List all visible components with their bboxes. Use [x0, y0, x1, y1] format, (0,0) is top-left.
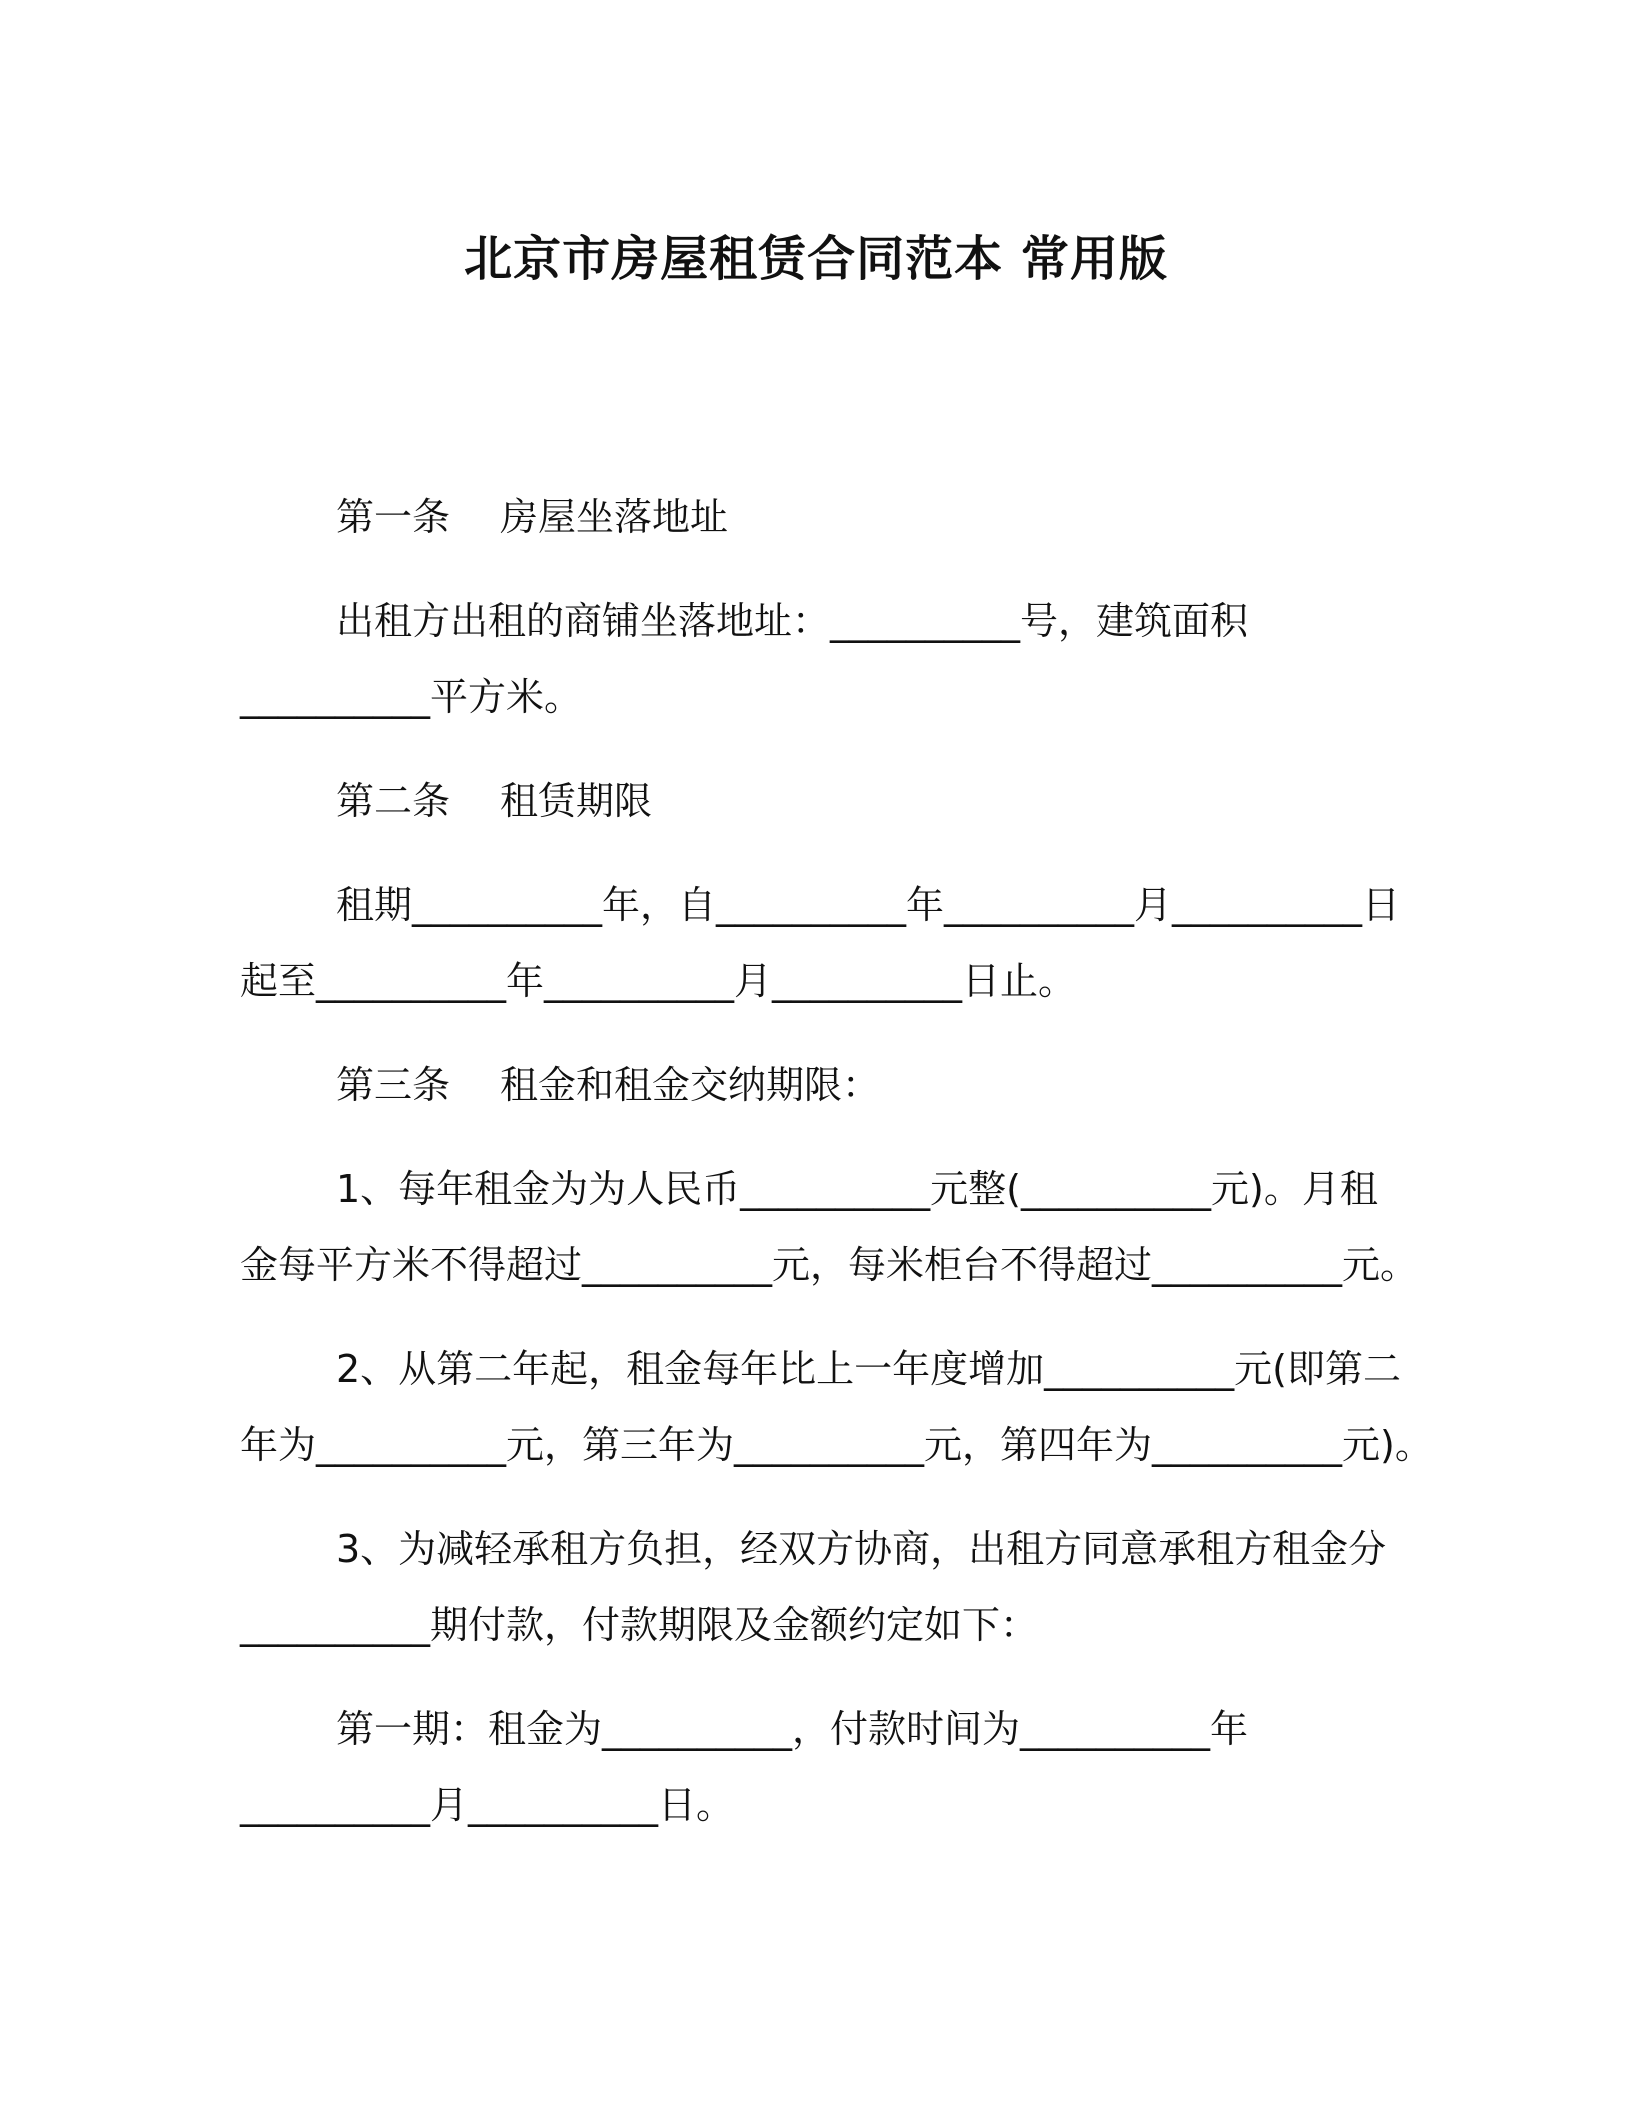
paragraph-line: 金每平方米不得超过__________元，每米柜台不得超过__________元。 — [240, 1243, 1419, 1287]
article-heading-3 — [336, 1060, 880, 1110]
article-heading-1 — [336, 492, 728, 542]
paragraph-line: 第一期：租金为__________，付款时间为__________年 — [336, 1707, 1249, 1751]
paragraph-line: __________平方米。 — [240, 675, 583, 719]
article-heading-2 — [336, 776, 652, 826]
paragraph-line: 出租方出租的商铺坐落地址：__________号，建筑面积 — [336, 599, 1249, 643]
article-title: 房屋坐落地址 — [500, 495, 729, 539]
paragraph-line: 2、从第二年起，租金每年比上一年度增加__________元(即第二 — [336, 1347, 1402, 1391]
article-number: 第二条 — [336, 779, 451, 823]
paragraph-line: __________期付款，付款期限及金额约定如下： — [240, 1603, 1039, 1647]
paragraph-line: 3、为减轻承租方负担，经双方协商，出租方同意承租方租金分 — [336, 1527, 1387, 1571]
article-title: 租赁期限 — [500, 779, 653, 823]
article-number: 第三条 — [336, 1063, 451, 1107]
article-title: 租金和租金交纳期限： — [500, 1063, 881, 1107]
document-title: 北京市房屋租赁合同范本 常用版 — [464, 231, 1168, 287]
article-number: 第一条 — [336, 495, 451, 539]
paragraph-line: 1、每年租金为为人民币__________元整(__________元)。月租 — [336, 1167, 1378, 1211]
paragraph-line: 起至__________年__________月__________日止。 — [240, 959, 1077, 1003]
paragraph-line: __________月__________日。 — [240, 1783, 735, 1827]
paragraph-line: 年为__________元，第三年为__________元，第四年为__________元)。 — [240, 1423, 1433, 1467]
paragraph-line: 租期__________年，自__________年__________月__________日 — [336, 883, 1401, 927]
